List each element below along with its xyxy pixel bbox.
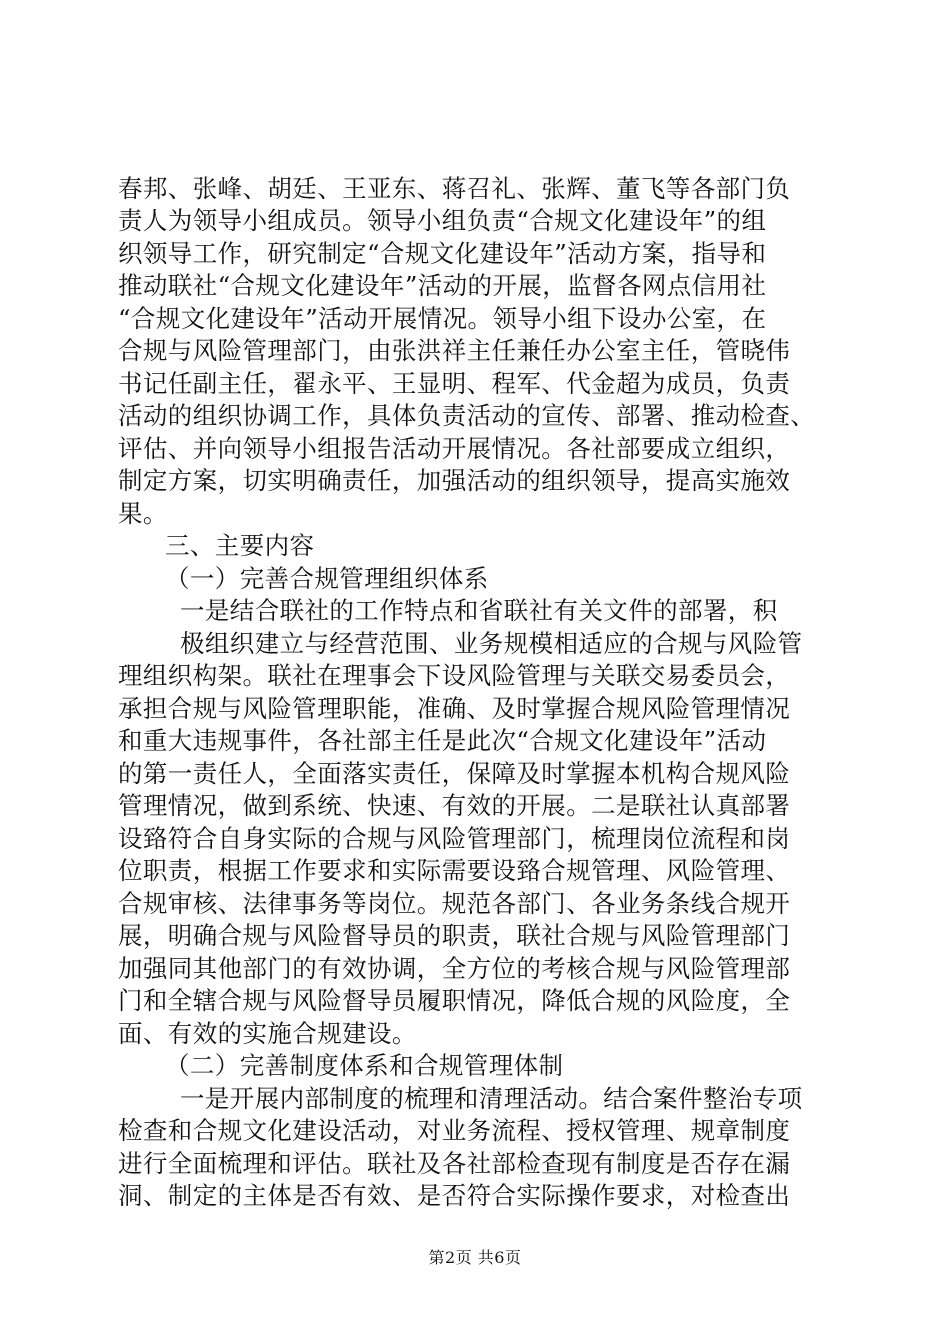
body-text-line: 极组织建立与经营范围、业务规模相适应的合规与风险管 bbox=[180, 629, 803, 658]
body-text-line: 承担合规与风险管理职能，准确、及时掌握合规风险管理情况 bbox=[118, 694, 791, 723]
subsection-heading: （二）完善制度体系和合规管理体制 bbox=[165, 1051, 564, 1080]
body-text-line: 位职责，根据工作要求和实际需要设臵合规管理、风险管理、 bbox=[118, 856, 791, 885]
body-text-line: 评估、并向领导小组报告活动开展情况。各社部要成立组织， bbox=[118, 434, 791, 463]
body-text-line: 合规与风险管理部门，由张洪祥主任兼任办公室主任，管晓伟 bbox=[118, 336, 791, 365]
body-text-line: 检查和合规文化建设活动，对业务流程、授权管理、规章制度 bbox=[118, 1116, 791, 1145]
body-text-line: 和重大违规事件，各社部主任是此次“合规文化建设年”活动 bbox=[118, 726, 767, 755]
body-text-line: “合规文化建设年”活动开展情况。领导小组下设办公室，在 bbox=[118, 304, 767, 333]
body-text-line: 书记任副主任，翟永平、王显明、程军、代金超为成员，负责 bbox=[118, 369, 791, 398]
page-number-footer: 第2页 共6页 bbox=[428, 1248, 522, 1267]
body-text-line: 合规审核、法律事务等岗位。规范各部门、各业务条线合规开 bbox=[118, 889, 791, 918]
body-text-line: 洞、制定的主体是否有效、是否符合实际操作要求，对检查出 bbox=[118, 1181, 791, 1210]
body-text-line: 的第一责任人，全面落实责任，保障及时掌握本机构合规风险 bbox=[118, 759, 791, 788]
body-text-line: 面、有效的实施合规建设。 bbox=[118, 1019, 417, 1048]
subsection-heading: （一）完善合规管理组织体系 bbox=[165, 564, 489, 593]
section-heading: 三、主要内容 bbox=[165, 531, 315, 560]
body-text-line: 一是结合联社的工作特点和省联社有关文件的部署，积 bbox=[180, 596, 778, 625]
body-text-line: 果。 bbox=[118, 499, 168, 528]
body-text-line: 门和全辖合规与风险督导员履职情况，降低合规的风险度，全 bbox=[118, 986, 791, 1015]
body-text-line: 展，明确合规与风险督导员的职责，联社合规与风险管理部门 bbox=[118, 921, 791, 950]
body-text-line: 设臵符合自身实际的合规与风险管理部门，梳理岗位流程和岗 bbox=[118, 824, 791, 853]
body-text-line: 制定方案，切实明确责任，加强活动的组织领导，提高实施效 bbox=[118, 466, 791, 495]
body-text-line: 活动的组织协调工作，具体负责活动的宣传、部署、推动检查、 bbox=[118, 401, 816, 430]
body-text-line: 管理情况，做到系统、快速、有效的开展。二是联社认真部署 bbox=[118, 791, 791, 820]
body-text-line: 理组织构架。联社在理事会下设风险管理与关联交易委员会， bbox=[118, 661, 791, 690]
body-text-line: 一是开展内部制度的梳理和清理活动。结合案件整治专项 bbox=[180, 1084, 803, 1113]
body-text-line: 春邦、张峰、胡廷、王亚东、蒋召礼、张辉、董飞等各部门负 bbox=[118, 174, 791, 203]
body-text-line: 织领导工作，研究制定“合规文化建设年”活动方案，指导和 bbox=[118, 239, 767, 268]
body-text-line: 责人为领导小组成员。领导小组负责“合规文化建设年”的组 bbox=[118, 206, 767, 235]
body-text-line: 加强同其他部门的有效协调，全方位的考核合规与风险管理部 bbox=[118, 954, 791, 983]
body-text-line: 推动联社“合规文化建设年”活动的开展，监督各网点信用社 bbox=[118, 271, 767, 300]
body-text-line: 进行全面梳理和评估。联社及各社部检查现有制度是否存在漏 bbox=[118, 1149, 791, 1178]
